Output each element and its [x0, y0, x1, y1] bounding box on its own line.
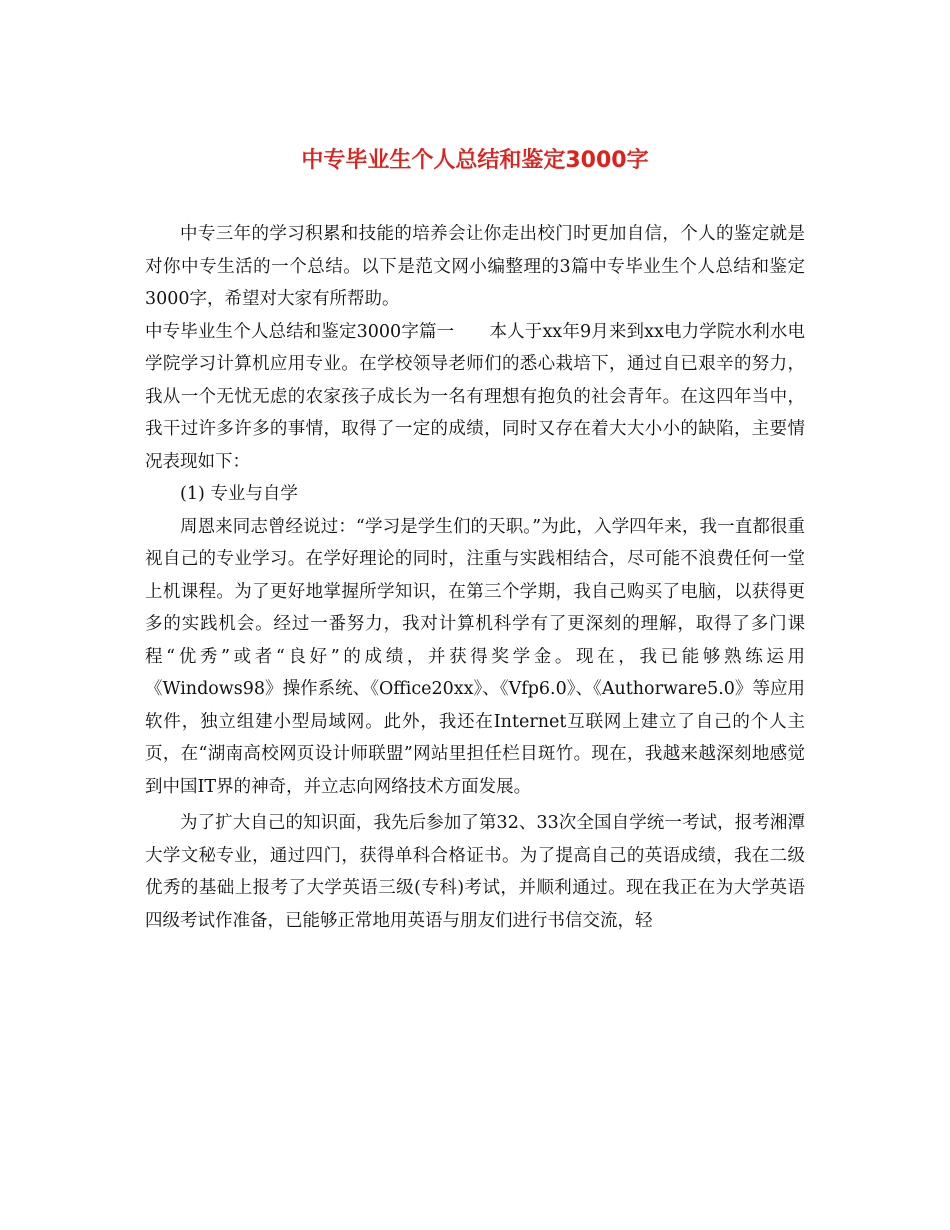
- document-title: 中专毕业生个人总结和鉴定3000字: [301, 148, 649, 173]
- document-body: [145, 218, 805, 937]
- section-paragraph: 中专毕业生个人总结和鉴定3000字篇一 本人于xx年9月来到xx电力学院水利水电学院学习计算机应用专业。在学校领导老师们的悉心栽培下，通过自已艰辛的努力，我从一个无忧无虑的农家孩子成长为一名有理想有抱负的社会青年。在这四年当中，我干过许多许多的事情，取得了一定的成绩，同时又存在着大大小小的缺陷，主要情况表现如下：: [145, 321, 805, 472]
- subheading-paragraph: (1) 专业与自学: [180, 484, 298, 504]
- intro-paragraph: 中专三年的学习积累和技能的培养会让你走出校门时更加自信，个人的鉴定就是对你中专生活的一个总结。以下是范文网小编整理的3篇中专毕业生个人总结和鉴定3000字，希望对大家有所帮助。: [145, 224, 805, 309]
- self-study-paragraph: 为了扩大自己的知识面，我先后参加了第32、33次全国自学统一考试，报考湘潭大学文秘专业，通过四门，获得单科合格证书。为了提高自己的英语成绩，我在二级优秀的基础上报考了大学英语三级(专科)考试，并顺利通过。现在我正在为大学英语四级考试作准备，已能够正常地用英语与朋友们进行书信交流，轻: [145, 813, 805, 931]
- study-paragraph: 周恩来同志曾经说过：“学习是学生们的天职。”为此，入学四年来，我一直都很重视自己的专业学习。在学好理论的同时，注重与实践相结合，尽可能不浪费任何一堂上机课程。为了更好地掌握所学知识，在第三个学期，我自己购买了电脑，以获得更多的实践机会。经过一番努力，我对计算机科学有了更深刻的理解，取得了多门课程“优秀”或者“良好”的成绩，并获得奖学金。现在，我已能够熟练运用《Windows98》操作系统、《Office20xx》、《Vfp6.0》、《Authorware5.0》等应用软件，独立组建小型局域网。此外，我还在Internet互联网上建立了自己的个人主页，在“湖南高校网页设计师联盟”网站里担任栏目斑竹。现在，我越来越深刻地感觉到中国IT界的神奇，并立志向网络技术方面发展。: [145, 516, 805, 797]
